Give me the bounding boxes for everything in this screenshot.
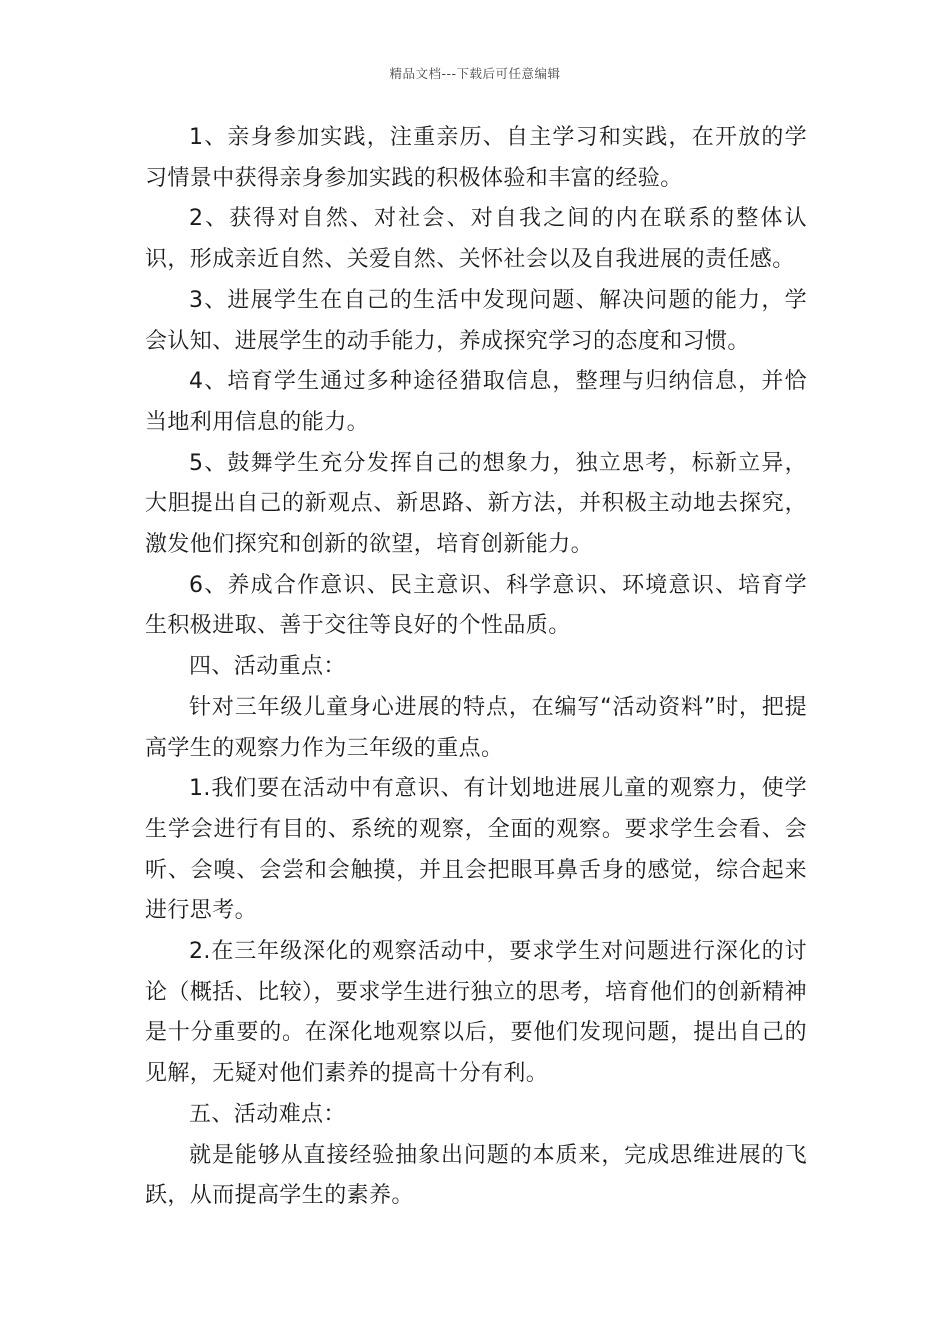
section-heading-key-points: 四、活动重点：	[189, 654, 346, 680]
paragraph-key-point-1: 1.我们要在活动中有意识、有计划地进展儿童的观察力，使学生学会进行有目的、系统的观察，全面的观察。要求学生会看、会听、会嗅、会尝和会触摸，并且会把眼耳鼻舌身的感觉，综合起来进行思考。	[145, 776, 807, 924]
paragraph-key-points-intro: 针对三年级儿童身心进展的特点，在编写“活动资料”时，把提高学生的观察力作为三年级的重点。	[145, 694, 807, 761]
page-header: 精品文档---下载后可任意编辑	[389, 66, 561, 81]
document-body	[145, 118, 807, 1217]
paragraph-goal-3: 3、进展学生在自己的生活中发现问题、解决问题的能力，学会认知、进展学生的动手能力，养成探究学习的态度和习惯。	[145, 287, 807, 354]
paragraph-goal-2: 2、获得对自然、对社会、对自我之间的内在联系的整体认识，形成亲近自然、关爱自然、关怀社会以及自我进展的责任感。	[145, 206, 807, 273]
paragraph-goal-4: 4、培育学生通过多种途径猎取信息，整理与归纳信息，并恰当地利用信息的能力。	[145, 369, 807, 435]
paragraph-goal-1: 1、亲身参加实践，注重亲历、自主学习和实践，在开放的学习情景中获得亲身参加实践的积极体验和丰富的经验。	[145, 125, 807, 191]
section-heading-difficulties: 五、活动难点：	[189, 1101, 346, 1127]
paragraph-difficulties: 就是能够从直接经验抽象出问题的本质来，完成思维进展的飞跃，从而提高学生的素养。	[145, 1142, 807, 1209]
paragraph-goal-6: 6、养成合作意识、民主意识、科学意识、环境意识、培育学生积极进取、善于交往等良好的个性品质。	[145, 572, 807, 639]
paragraph-goal-5: 5、鼓舞学生充分发挥自己的想象力，独立思考，标新立异，大胆提出自己的新观点、新思路、新方法，并积极主动地去探究，激发他们探究和创新的欲望，培育创新能力。	[145, 450, 807, 558]
paragraph-key-point-2: 2.在三年级深化的观察活动中，要求学生对问题进行深化的讨论（概括、比较），要求学生进行独立的思考，培育他们的创新精神是十分重要的。在深化地观察以后，要他们发现问题，提出自己的见解，无疑对他们素养的提高十分有利。	[145, 939, 807, 1087]
